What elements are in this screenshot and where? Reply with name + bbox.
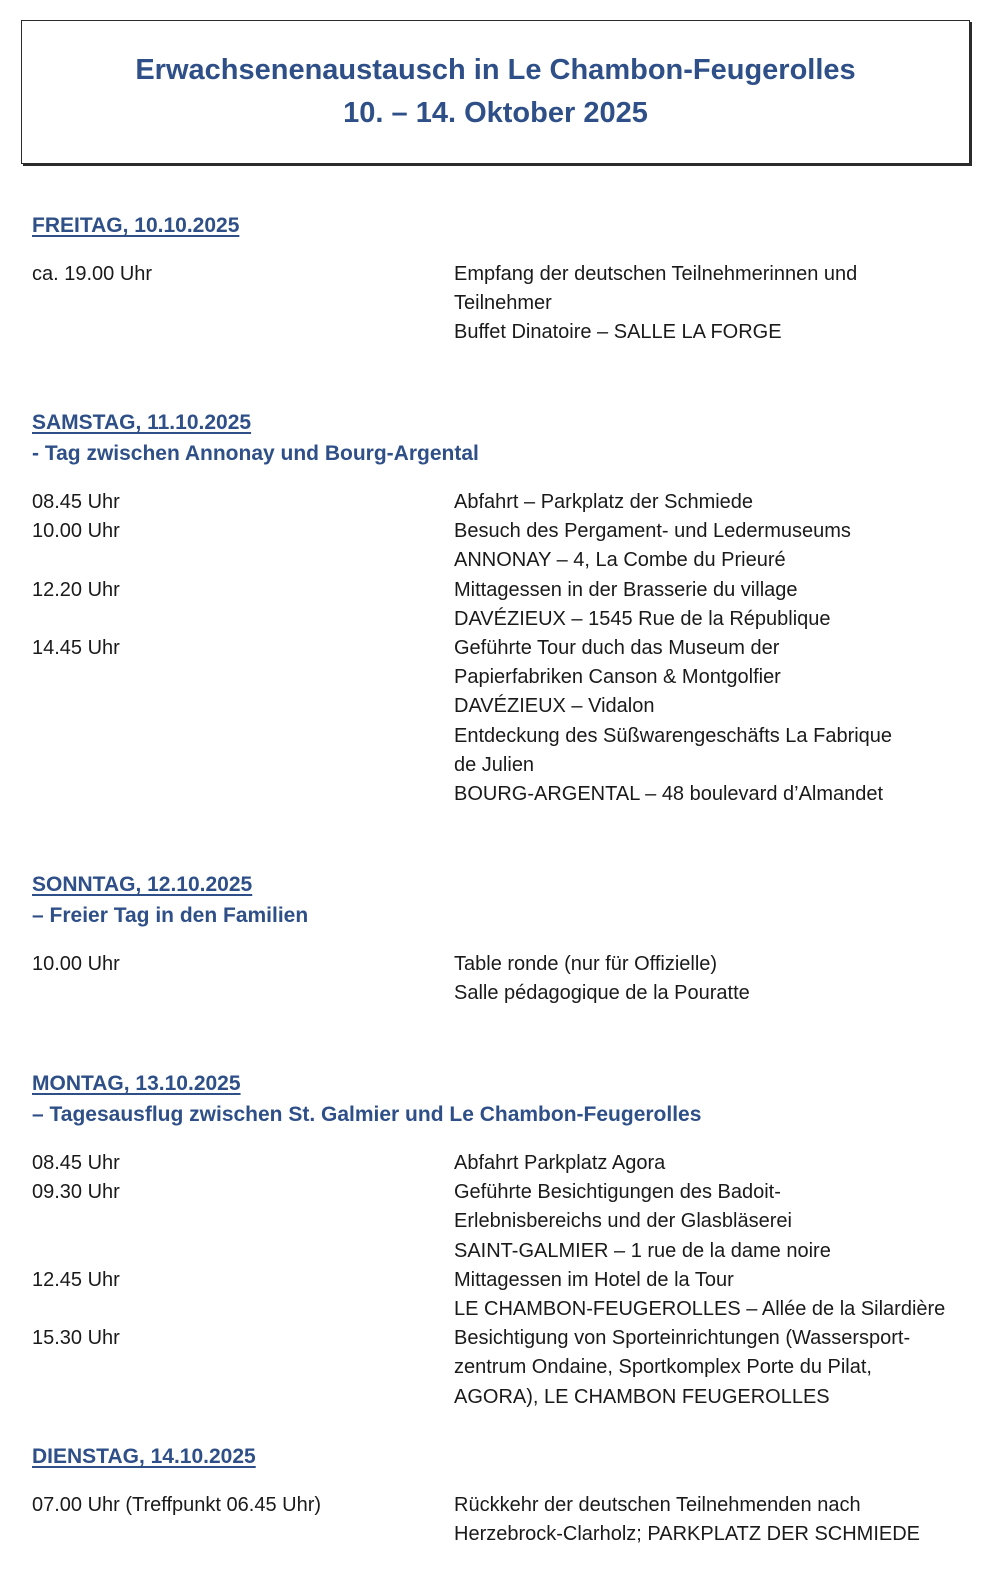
entry-description-line: Abfahrt Parkplatz Agora [454, 1152, 666, 1174]
day-section [32, 210, 972, 348]
entry-description [454, 1178, 954, 1266]
day-subtitle: - Tag zwischen Annonay und Bourg-Argental [32, 442, 479, 465]
entry-description [454, 1266, 954, 1324]
entry-description-line: Rückkehr der deutschen Teilnehmenden nach [454, 1494, 861, 1516]
entry-time: 08.45 Uhr [32, 1152, 120, 1174]
entry-description-line: de Julien [454, 753, 535, 776]
entry-time: 10.00 Uhr [32, 520, 120, 543]
entry-description [454, 1149, 954, 1178]
entry-description [454, 950, 954, 1008]
entry-time: 12.45 Uhr [32, 1268, 120, 1291]
entry-time: 09.30 Uhr [32, 1181, 120, 1204]
entry-description-line: Mittagessen in der Brasserie du village [454, 578, 798, 601]
entry-description-line: zentrum Ondaine, Sportkomplex Porte du Pilat, [454, 1356, 872, 1379]
title-box [21, 20, 970, 164]
day-header [32, 869, 972, 931]
entry-description-line: Besuch des Pergament- und Ledermuseums [454, 520, 851, 543]
day-header [32, 407, 972, 469]
day-date: SONNTAG, 12.10.2025 [32, 873, 253, 896]
entry-description-line: Herzebrock-Clarholz; PARKPLATZ DER SCHMIEDE [454, 1523, 921, 1546]
schedule-entry [32, 488, 972, 517]
day-section [32, 407, 972, 809]
entry-description-line: Erlebnisbereichs und der Glasbläserei [454, 1210, 792, 1233]
schedule-entry [32, 1491, 972, 1549]
schedule-entry [32, 1266, 972, 1324]
schedule-entry [32, 576, 972, 634]
entry-description-line: Geführte Besichtigungen des Badoit- [454, 1181, 781, 1204]
day-date: SAMSTAG, 11.10.2025 [32, 411, 252, 434]
entry-description-line: SAINT-GALMIER – 1 rue de la dame noire [454, 1239, 831, 1262]
entry-description-line: Papierfabriken Canson & Montgolfier [454, 666, 781, 689]
day-section [32, 1068, 972, 1412]
entry-description-line: Teilnehmer [454, 292, 552, 315]
schedule-entry [32, 950, 972, 1008]
entry-description-line: Mittagessen im Hotel de la Tour [454, 1268, 734, 1291]
entry-description-line: Entdeckung des Süßwarengeschäfts La Fabrique [454, 724, 893, 747]
entry-description-line: AGORA), LE CHAMBON FEUGEROLLES [454, 1385, 830, 1408]
entry-description [454, 517, 954, 575]
day-date: DIENSTAG, 14.10.2025 [32, 1445, 256, 1468]
day-date: FREITAG, 10.10.2025 [32, 214, 240, 237]
schedule-entry [32, 260, 972, 348]
entry-description-line: Abfahrt – Parkplatz der Schmiede [454, 491, 754, 513]
entry-time: ca. 19.00 Uhr [32, 263, 153, 285]
entry-description [454, 1491, 954, 1549]
entry-time: 08.45 Uhr [32, 491, 120, 513]
entry-description-line: Empfang der deutschen Teilnehmerinnen und [454, 263, 858, 285]
entry-description-line: ANNONAY – 4, La Combe du Prieuré [454, 549, 786, 572]
entry-description-line: Buffet Dinatoire – SALLE LA FORGE [454, 321, 782, 344]
day-section [32, 869, 972, 1008]
entry-description-line: LE CHAMBON-FEUGEROLLES – Allée de la Silardière [454, 1298, 946, 1321]
day-header [32, 1068, 972, 1130]
entry-time: 10.00 Uhr [32, 953, 120, 975]
entry-description-line: Geführte Tour duch das Museum der [454, 637, 780, 660]
entry-description-line: Besichtigung von Sporteinrichtungen (Wassersport- [454, 1327, 911, 1350]
entry-description-line: Salle pédagogique de la Pouratte [454, 982, 750, 1005]
entry-description [454, 488, 954, 517]
day-subtitle: – Freier Tag in den Familien [32, 904, 309, 927]
entry-time: 15.30 Uhr [32, 1327, 120, 1350]
entry-description-line: DAVÉZIEUX – 1545 Rue de la République [454, 607, 831, 630]
entry-description-line: BOURG-ARGENTAL – 48 boulevard d’Almandet [454, 783, 884, 806]
entry-description-line: DAVÉZIEUX – Vidalon [454, 695, 655, 718]
entry-description [454, 1324, 954, 1412]
entry-description [454, 260, 954, 348]
page-subtitle-dates: 10. – 14. Oktober 2025 [343, 97, 648, 129]
entry-description [454, 634, 954, 809]
entry-description-line: Table ronde (nur für Offizielle) [454, 953, 718, 975]
entry-time: 07.00 Uhr (Treffpunkt 06.45 Uhr) [32, 1494, 322, 1516]
day-section [32, 1441, 972, 1549]
day-header [32, 1441, 972, 1472]
schedule-entry [32, 1149, 972, 1178]
schedule-list [32, 1491, 972, 1549]
page-title: Erwachsenenaustausch in Le Chambon-Feugerolles [135, 54, 856, 86]
schedule-entry [32, 517, 972, 575]
schedule-list [32, 950, 972, 1008]
entry-time: 14.45 Uhr [32, 637, 120, 660]
schedule-list [32, 1149, 972, 1412]
schedule-entry [32, 634, 972, 809]
day-date: MONTAG, 13.10.2025 [32, 1072, 241, 1095]
schedule-list [32, 488, 972, 809]
entry-time: 12.20 Uhr [32, 578, 120, 601]
schedule-entry [32, 1178, 972, 1266]
day-header [32, 210, 972, 241]
schedule-entry [32, 1324, 972, 1412]
day-subtitle: – Tagesausflug zwischen St. Galmier und Le Chambon-Feugerolles [32, 1103, 702, 1126]
schedule-list [32, 260, 972, 348]
entry-description [454, 576, 954, 634]
